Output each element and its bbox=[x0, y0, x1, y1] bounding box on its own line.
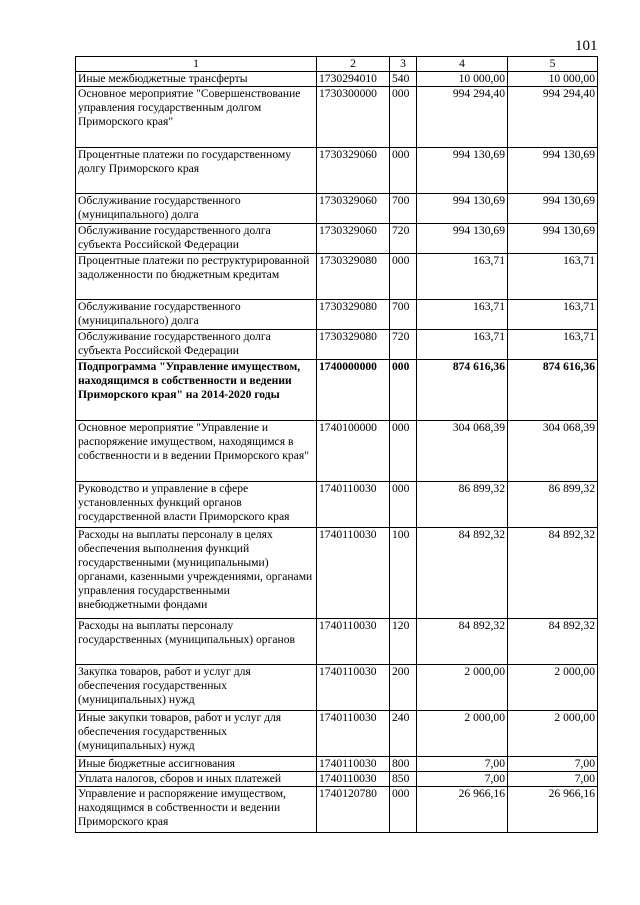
row-code-cell: 1740110030 bbox=[317, 528, 390, 619]
row-value-cell-4: 2 000,00 bbox=[417, 711, 508, 757]
table-row bbox=[76, 482, 598, 528]
row-value-cell-4: 2 000,00 bbox=[417, 665, 508, 711]
row-value-cell-4: 874 616,36 bbox=[417, 360, 508, 421]
table-row bbox=[76, 224, 598, 254]
row-value-cell-5: 26 966,16 bbox=[508, 787, 598, 833]
row-value-cell-5: 304 068,39 bbox=[508, 421, 598, 482]
row-type-cell: 000 bbox=[390, 360, 417, 421]
row-value-cell-4: 84 892,32 bbox=[417, 619, 508, 665]
row-type-cell: 100 bbox=[390, 528, 417, 619]
row-name-cell: Иные межбюджетные трансферты bbox=[76, 72, 317, 87]
column-header-5: 5 bbox=[508, 57, 598, 72]
row-type-cell: 000 bbox=[390, 787, 417, 833]
row-code-cell: 1740110030 bbox=[317, 619, 390, 665]
row-name-cell: Расходы на выплаты персоналу в целях обеспечения выполнения функций государственными (муниципальными) органами, казенными учреждениями, органами управления государственными внебюджетными фондами bbox=[76, 528, 317, 619]
table-row bbox=[76, 757, 598, 772]
table-row bbox=[76, 148, 598, 194]
row-code-cell: 1730329060 bbox=[317, 224, 390, 254]
row-name-cell: Процентные платежи по реструктурированной задолженности по бюджетным кредитам bbox=[76, 254, 317, 300]
row-value-cell-5: 994 130,69 bbox=[508, 148, 598, 194]
row-value-cell-4: 7,00 bbox=[417, 757, 508, 772]
row-code-cell: 1730329060 bbox=[317, 194, 390, 224]
row-value-cell-5: 163,71 bbox=[508, 254, 598, 300]
row-value-cell-4: 304 068,39 bbox=[417, 421, 508, 482]
row-value-cell-5: 2 000,00 bbox=[508, 665, 598, 711]
column-header-4: 4 bbox=[417, 57, 508, 72]
table-row bbox=[76, 665, 598, 711]
row-value-cell-5: 163,71 bbox=[508, 300, 598, 330]
row-value-cell-4: 163,71 bbox=[417, 254, 508, 300]
row-code-cell: 1740110030 bbox=[317, 757, 390, 772]
row-value-cell-5: 10 000,00 bbox=[508, 72, 598, 87]
row-name-cell: Основное мероприятие "Управление и распоряжение имуществом, находящимся в собственности и в ведении Приморского края" bbox=[76, 421, 317, 482]
table-row bbox=[76, 330, 598, 360]
row-value-cell-5: 7,00 bbox=[508, 772, 598, 787]
row-type-cell: 000 bbox=[390, 87, 417, 148]
row-value-cell-5: 84 892,32 bbox=[508, 619, 598, 665]
row-value-cell-4: 994 130,69 bbox=[417, 224, 508, 254]
table-row bbox=[76, 772, 598, 787]
row-code-cell: 1740000000 bbox=[317, 360, 390, 421]
row-name-cell: Процентные платежи по государственному долгу Приморского края bbox=[76, 148, 317, 194]
table-row bbox=[76, 528, 598, 619]
table-header-row bbox=[76, 57, 598, 72]
table-row bbox=[76, 194, 598, 224]
row-name-cell: Иные бюджетные ассигнования bbox=[76, 757, 317, 772]
row-name-cell: Уплата налогов, сборов и иных платежей bbox=[76, 772, 317, 787]
row-name-cell: Обслуживание государственного (муниципального) долга bbox=[76, 300, 317, 330]
row-code-cell: 1730300000 bbox=[317, 87, 390, 148]
row-value-cell-4: 163,71 bbox=[417, 330, 508, 360]
row-code-cell: 1730329080 bbox=[317, 254, 390, 300]
row-type-cell: 540 bbox=[390, 72, 417, 87]
page-number: 101 bbox=[575, 38, 598, 54]
row-code-cell: 1740100000 bbox=[317, 421, 390, 482]
row-type-cell: 000 bbox=[390, 254, 417, 300]
row-value-cell-4: 994 130,69 bbox=[417, 148, 508, 194]
table-row bbox=[76, 619, 598, 665]
row-code-cell: 1730329080 bbox=[317, 330, 390, 360]
row-value-cell-4: 7,00 bbox=[417, 772, 508, 787]
budget-table bbox=[75, 56, 598, 833]
row-code-cell: 1730329080 bbox=[317, 300, 390, 330]
row-code-cell: 1740110030 bbox=[317, 482, 390, 528]
row-value-cell-4: 10 000,00 bbox=[417, 72, 508, 87]
row-type-cell: 120 bbox=[390, 619, 417, 665]
row-code-cell: 1740120780 bbox=[317, 787, 390, 833]
row-name-cell: Иные закупки товаров, работ и услуг для обеспечения государственных (муниципальных) нужд bbox=[76, 711, 317, 757]
row-name-cell: Закупка товаров, работ и услуг для обеспечения государственных (муниципальных) нужд bbox=[76, 665, 317, 711]
row-value-cell-4: 26 966,16 bbox=[417, 787, 508, 833]
column-header-3: 3 bbox=[390, 57, 417, 72]
row-code-cell: 1740110030 bbox=[317, 772, 390, 787]
row-value-cell-5: 163,71 bbox=[508, 330, 598, 360]
row-name-cell: Расходы на выплаты персоналу государственных (муниципальных) органов bbox=[76, 619, 317, 665]
row-type-cell: 800 bbox=[390, 757, 417, 772]
row-type-cell: 000 bbox=[390, 148, 417, 194]
table-row bbox=[76, 421, 598, 482]
row-name-cell: Руководство и управление в сфере установленных функций органов государственной власти Приморского края bbox=[76, 482, 317, 528]
row-type-cell: 720 bbox=[390, 224, 417, 254]
row-type-cell: 240 bbox=[390, 711, 417, 757]
row-name-cell: Обслуживание государственного долга субъекта Российской Федерации bbox=[76, 330, 317, 360]
row-type-cell: 000 bbox=[390, 482, 417, 528]
row-name-cell: Основное мероприятие "Совершенствование управления государственным долгом Приморского края" bbox=[76, 87, 317, 148]
row-code-cell: 1730294010 bbox=[317, 72, 390, 87]
row-name-cell: Обслуживание государственного долга субъекта Российской Федерации bbox=[76, 224, 317, 254]
table-row bbox=[76, 360, 598, 421]
row-name-cell: Управление и распоряжение имуществом, находящимся в собственности и ведении Приморского края bbox=[76, 787, 317, 833]
row-code-cell: 1740110030 bbox=[317, 711, 390, 757]
row-value-cell-5: 2 000,00 bbox=[508, 711, 598, 757]
row-value-cell-4: 86 899,32 bbox=[417, 482, 508, 528]
row-type-cell: 000 bbox=[390, 421, 417, 482]
row-code-cell: 1740110030 bbox=[317, 665, 390, 711]
column-header-1: 1 bbox=[76, 57, 317, 72]
row-type-cell: 700 bbox=[390, 194, 417, 224]
row-value-cell-5: 994 130,69 bbox=[508, 224, 598, 254]
table-row bbox=[76, 87, 598, 148]
row-code-cell: 1730329060 bbox=[317, 148, 390, 194]
row-value-cell-5: 7,00 bbox=[508, 757, 598, 772]
table-row bbox=[76, 711, 598, 757]
row-value-cell-5: 994 130,69 bbox=[508, 194, 598, 224]
row-type-cell: 700 bbox=[390, 300, 417, 330]
row-value-cell-4: 84 892,32 bbox=[417, 528, 508, 619]
table-row bbox=[76, 72, 598, 87]
row-name-cell: Подпрограмма "Управление имуществом, находящимся в собственности и ведении Приморского края" на 2014-2020 годы bbox=[76, 360, 317, 421]
row-value-cell-5: 994 294,40 bbox=[508, 87, 598, 148]
column-header-2: 2 bbox=[317, 57, 390, 72]
table-row bbox=[76, 787, 598, 833]
table-row bbox=[76, 300, 598, 330]
row-value-cell-5: 84 892,32 bbox=[508, 528, 598, 619]
row-value-cell-4: 994 294,40 bbox=[417, 87, 508, 148]
row-type-cell: 720 bbox=[390, 330, 417, 360]
row-value-cell-5: 874 616,36 bbox=[508, 360, 598, 421]
row-value-cell-4: 163,71 bbox=[417, 300, 508, 330]
row-type-cell: 850 bbox=[390, 772, 417, 787]
row-value-cell-5: 86 899,32 bbox=[508, 482, 598, 528]
row-value-cell-4: 994 130,69 bbox=[417, 194, 508, 224]
row-name-cell: Обслуживание государственного (муниципального) долга bbox=[76, 194, 317, 224]
row-type-cell: 200 bbox=[390, 665, 417, 711]
table-row bbox=[76, 254, 598, 300]
